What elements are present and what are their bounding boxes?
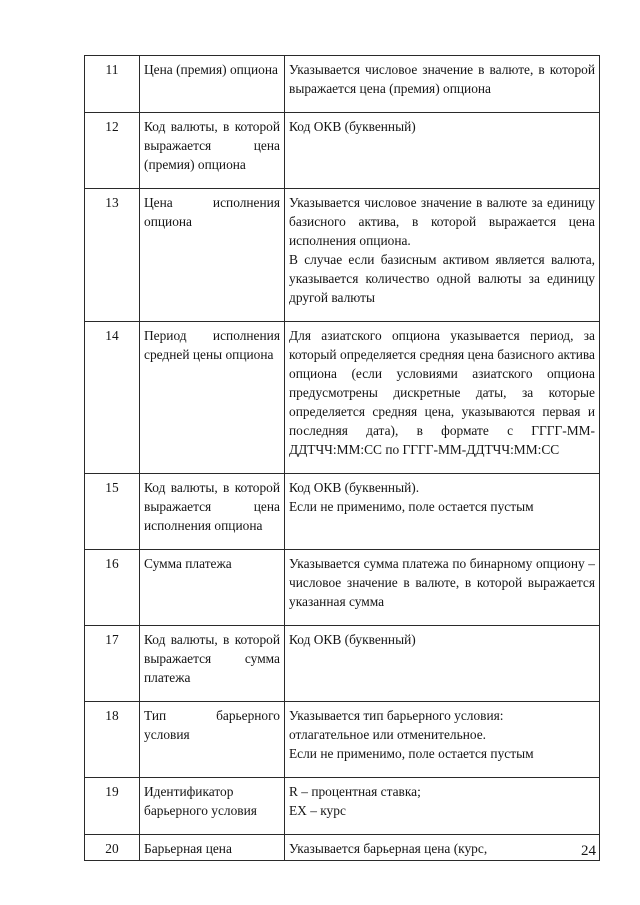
field-name: Код валюты, в которой выражается цена исполнения опциона — [140, 474, 285, 550]
field-description — [285, 322, 600, 474]
field-description — [285, 778, 600, 835]
field-name: Цена исполнения опциона — [140, 189, 285, 322]
fields-table-body — [85, 56, 600, 861]
description-paragraph: Для азиатского опциона указывается период, за который определяется средняя цена базисного актива опциона (если условиями азиатского опциона предусмотрены дискретные даты, за которые определяется средняя цена, указываются первая и последняя дата), в формате с ГГГГ-ММ-ДДТЧЧ:ММ:СС по ГГГГ-ММ-ДДТЧЧ:ММ:СС — [289, 328, 595, 457]
table-row — [85, 550, 600, 626]
table-row — [85, 626, 600, 702]
field-description — [285, 835, 600, 861]
field-description — [285, 474, 600, 550]
description-paragraph: EX – курс — [289, 803, 346, 818]
table-row — [85, 322, 600, 474]
field-description — [285, 550, 600, 626]
description-paragraph: Если не применимо, поле остается пустым — [289, 746, 534, 761]
description-paragraph: Указывается сумма платежа по бинарному опциону – числовое значение в валюте, в которой выражается указанная сумма — [289, 556, 595, 609]
row-number: 15 — [85, 474, 140, 550]
row-number: 12 — [85, 113, 140, 189]
table-row — [85, 835, 600, 861]
field-description — [285, 626, 600, 702]
description-paragraph: Код ОКВ (буквенный). — [289, 480, 420, 495]
description-paragraph: Указывается тип барьерного условия: — [289, 708, 504, 723]
row-number: 17 — [85, 626, 140, 702]
table-row — [85, 189, 600, 322]
row-number: 11 — [85, 56, 140, 113]
table-row — [85, 778, 600, 835]
description-paragraph: отлагательное или отменительное. — [289, 727, 487, 742]
field-description — [285, 702, 600, 778]
field-description — [285, 56, 600, 113]
page-number: 24 — [581, 843, 596, 859]
field-description — [285, 189, 600, 322]
row-number: 14 — [85, 322, 140, 474]
description-paragraph: R – процентная ставка; — [289, 784, 421, 799]
table-row — [85, 474, 600, 550]
table-row — [85, 56, 600, 113]
description-paragraph: В случае если базисным активом является валюта, указывается количество одной валюты за единицу другой валюты — [289, 252, 595, 305]
field-name: Цена (премия) опциона — [140, 56, 285, 113]
description-paragraph: Код ОКВ (буквенный) — [289, 632, 416, 647]
field-name: Сумма платежа — [140, 550, 285, 626]
fields-table — [84, 55, 600, 861]
table-row — [85, 113, 600, 189]
description-paragraph: Указывается числовое значение в валюте, в которой выражается цена (премия) опциона — [289, 62, 595, 96]
description-paragraph: Указывается барьерная цена (курс, — [289, 841, 488, 856]
field-name: Идентификатор барьерного условия — [140, 778, 285, 835]
field-name: Код валюты, в которой выражается цена (премия) опциона — [140, 113, 285, 189]
field-name: Тип барьерного условия — [140, 702, 285, 778]
row-number: 20 — [85, 835, 140, 861]
field-name: Барьерная цена — [140, 835, 285, 861]
table-row — [85, 702, 600, 778]
row-number: 19 — [85, 778, 140, 835]
description-paragraph: Если не применимо, поле остается пустым — [289, 499, 534, 514]
row-number: 13 — [85, 189, 140, 322]
description-paragraph: Указывается числовое значение в валюте за единицу базисного актива, в которой выражается цена исполнения опциона. — [289, 195, 595, 248]
row-number: 18 — [85, 702, 140, 778]
row-number: 16 — [85, 550, 140, 626]
field-description — [285, 113, 600, 189]
field-name: Код валюты, в которой выражается сумма платежа — [140, 626, 285, 702]
field-name: Период исполнения средней цены опциона — [140, 322, 285, 474]
description-paragraph: Код ОКВ (буквенный) — [289, 119, 416, 134]
